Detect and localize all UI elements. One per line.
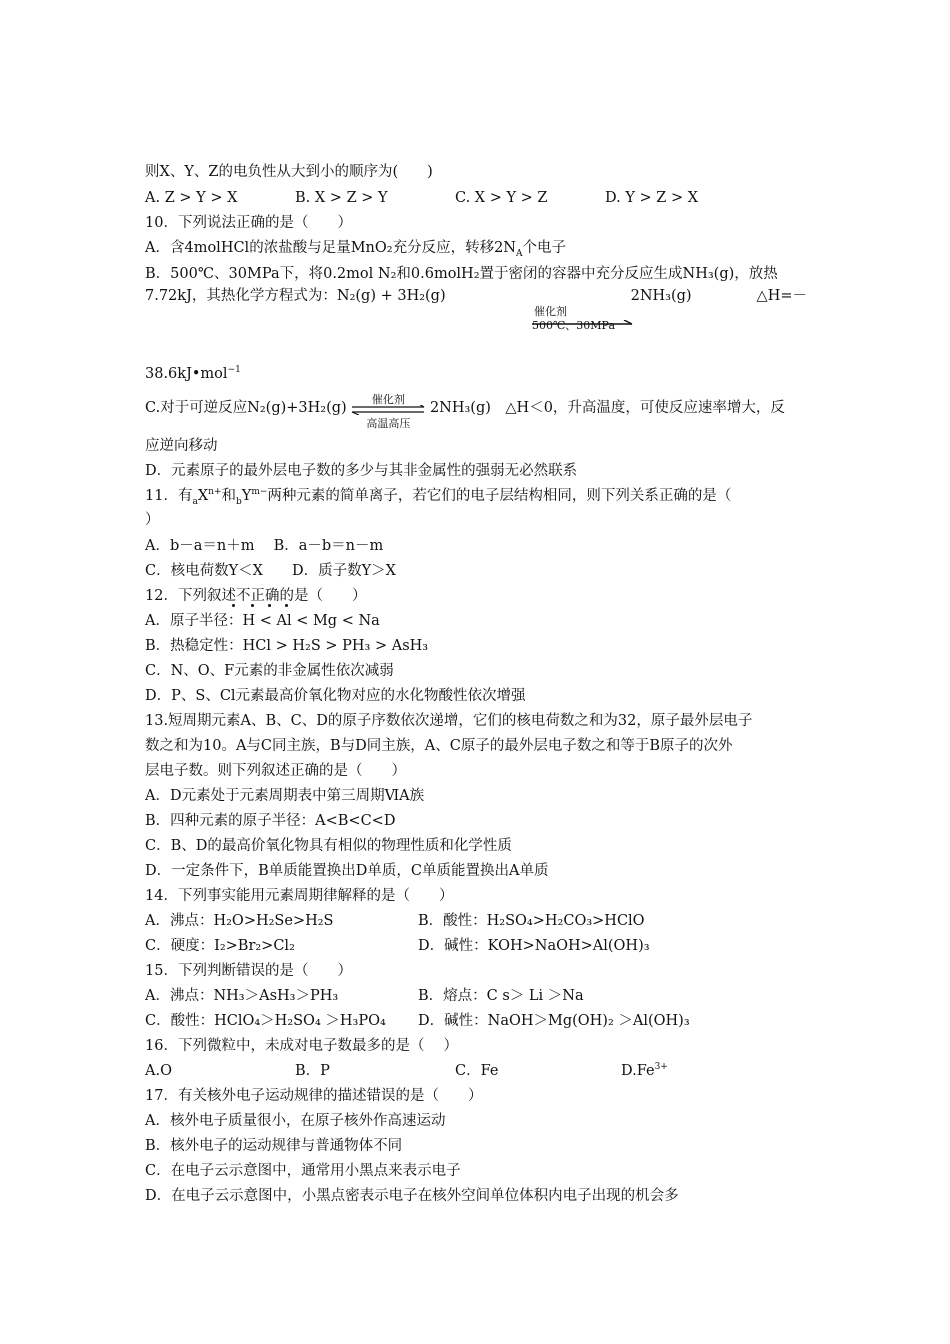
q9-option-a: A. Z > Y > X [145,190,238,206]
q10-option-b-line2 [145,286,807,306]
emphasis-dot [232,604,235,607]
q16-option-b: B．P [295,1063,330,1079]
q9-stem: 则X、Y、Z的电负性从大到小的顺序为( ) [145,164,433,180]
q11-stem: 11．有$_aX^{n+}$和$_bY^{m-}$两种元素的简单离子，若它们的电子层结构相同，则下列关系正确的是（ [145,487,732,507]
q13-stem-line1: 13.短周期元素A、B、C、D的原子序数依次递增，它们的核电荷数之和为32，原子最外层电子 [145,713,753,729]
q13-option-c: C．B、D的最高价氧化物具有相似的物理性质和化学性质 [145,838,512,854]
q16-option-d: $D.Fe^{3+}$ [621,1062,668,1079]
q10-c-equilibrium-arrow [351,393,425,430]
q12-option-c: C．N、O、F元素的非金属性依次减弱 [145,663,394,679]
q9-option-d: D. Y > Z > X [605,190,699,206]
emphasis-dot [285,604,288,607]
q14-stem: 14．下列事实能用元素周期律解释的是（ ） [145,888,454,904]
q14-option-c: C．硬度：I₂>Br₂>Cl₂ [145,938,295,954]
q10-c-condition-label: 高温高压 [366,417,411,430]
q12-stem: 12．下列叙述不正确的是（ ） [145,588,367,604]
q10-b-enthalpy: △H=－ [756,288,807,304]
q13-option-a: A．D元素处于元素周期表中第三周期ⅥA族 [145,788,425,804]
q10-option-a: A．含4molHCl的浓盐酸与足量MnO₂充分反应，转移$2N_A$个电子 [145,240,566,259]
q10-option-b-line3: 38.6kJ•mol$^{-1}$ [145,365,241,382]
q17-stem: 17．有关核外电子运动规律的描述错误的是（ ） [145,1088,483,1104]
q16-option-a: A.O [145,1063,172,1079]
q11-options-ab: A．b－a＝n＋m B．a－b＝n－m [145,538,384,554]
q10-b-reactants: 7.72kJ，其热化学方程式为：N₂(g) + 3H₂(g) [145,288,446,304]
q12-option-a: A．原子半径：H < Al < Mg < Na [145,613,380,629]
q15-option-b: B．熔点：C s＞ Li ＞Na [418,988,584,1004]
q10-option-d: D．元素原子的最外层电子数的多少与其非金属性的强弱无必然联系 [145,463,578,479]
q11-options-cd: C．核电荷数Y＜X D．质子数Y＞X [145,563,397,579]
q15-option-d: D．碱性：NaOH＞Mg(OH)₂ ＞Al(OH)₃ [418,1013,690,1029]
q17-option-a: A．核外电子质量很小，在原子核外作高速运动 [145,1113,446,1129]
q13-option-b: B．四种元素的原子半径：A<B<C<D [145,813,396,829]
q14-option-b: B．酸性：H₂SO₄>H₂CO₃>HClO [418,913,645,929]
q14-option-a: A．沸点：H₂O>H₂Se>H₂S [145,913,334,929]
q15-option-c: C．酸性：HClO₄＞H₂SO₄ ＞H₃PO₄ [145,1013,386,1029]
q10-stem: 10．下列说法正确的是（ ） [145,215,352,231]
q17-option-c: C．在电子云示意图中，通常用小黑点来表示电子 [145,1163,461,1179]
emphasis-dot [268,604,271,607]
q16-stem: 16．下列微粒中，未成对电子数最多的是（ ） [145,1038,459,1054]
q13-option-d: D．一定条件下，B单质能置换出D单质，C单质能置换出A单质 [145,863,549,879]
q10-b-catalyst-label: 催化剂 [534,305,567,318]
q17-option-b: B．核外电子的运动规律与普通物体不同 [145,1138,403,1154]
q10-option-c-line2: 应逆向移动 [145,438,218,454]
q10-b-reaction-arrow [532,306,634,332]
q9-option-b: B. X > Z > Y [295,190,388,206]
q14-option-d: D．碱性：KOH>NaOH>Al(OH)₃ [418,938,650,954]
q12-option-d: D．P、S、Cl元素最高价氧化物对应的水化物酸性依次增强 [145,688,526,704]
emphasis-dot [251,604,254,607]
q16-option-c: C．Fe [455,1063,499,1079]
q15-stem: 15．下列判断错误的是（ ） [145,963,352,979]
q15-option-a: A．沸点：NH₃＞AsH₃＞PH₃ [145,988,339,1004]
q10-c-catalyst-label: 催化剂 [371,393,405,406]
q10-b-products: 2NH₃(g) [630,288,692,304]
q17-option-d: D．在电子云示意图中，小黑点密表示电子在核外空间单位体积内电子出现的机会多 [145,1188,679,1204]
q10-b-condition-label: 500℃、30MPa [532,319,616,332]
q11-stem-end: ） [145,512,160,528]
q10-option-b-line1: B．500℃、30MPa下，将0.2mol N₂和0.6molH₂置于密闭的容器中充分反应生成NH₃(g)，放热 [145,266,778,282]
q10-option-c-line1: C.对于可逆反应N₂(g)+3H₂(g) 催化剂 高温高压 2NH₃(g) △H＜0，升高温度，可使反应速率增大，反 [145,396,785,420]
q9-option-c: C. X > Y > Z [455,190,548,206]
q12-option-b: B．热稳定性：HCl > H₂S > PH₃ > AsH₃ [145,638,429,654]
q13-stem-line3: 层电子数。则下列叙述正确的是（ ） [145,763,406,779]
q13-stem-line2: 数之和为10。A与C同主族，B与D同主族，A、C原子的最外层电子数之和等于B原子的次外 [145,738,733,754]
